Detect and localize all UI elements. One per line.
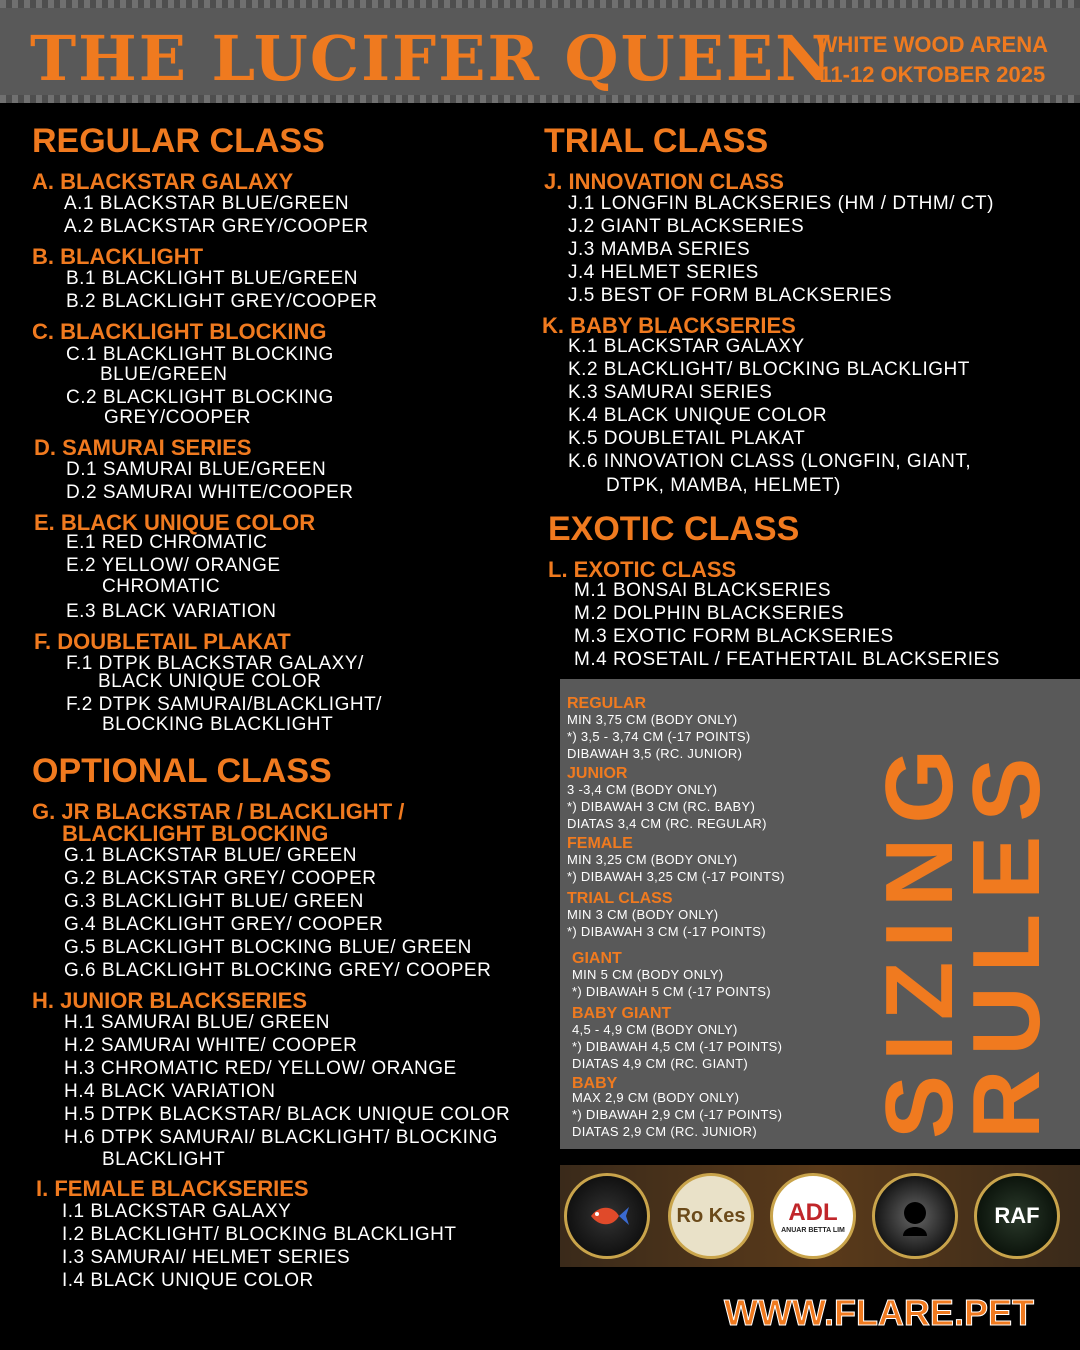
class-item: E.2 YELLOW/ ORANGE [66, 555, 281, 576]
class-item: H.5 DTPK BLACKSTAR/ BLACK UNIQUE COLOR [64, 1104, 511, 1125]
class-item: I.2 BLACKLIGHT/ BLOCKING BLACKLIGHT [62, 1224, 457, 1245]
rules-word: RULES [953, 743, 1060, 1139]
class-item: BLACK UNIQUE COLOR [98, 671, 322, 692]
trial-class-title: TRIAL CLASS [544, 122, 769, 160]
class-item: K.5 DOUBLETAIL PLAKAT [568, 428, 806, 449]
logo-3-sub: ANUAR BETTA LIM [781, 1226, 845, 1234]
group-l-label: L. EXOTIC CLASS [548, 557, 737, 582]
class-item: BLACKLIGHT [102, 1149, 226, 1170]
class-item: J.4 HELMET SERIES [568, 262, 759, 283]
rule-line: *) DIBAWAH 3 CM (RC. BABY) [567, 799, 756, 814]
class-item: K.2 BLACKLIGHT/ BLOCKING BLACKLIGHT [568, 359, 970, 380]
class-item: I.4 BLACK UNIQUE COLOR [62, 1270, 314, 1291]
group-d-label: D. SAMURAI SERIES [34, 435, 252, 460]
class-item: G.3 BLACKLIGHT BLUE/ GREEN [64, 891, 364, 912]
rule-line: DIATAS 3,4 CM (RC. REGULAR) [567, 816, 767, 831]
class-item: CHROMATIC [102, 576, 221, 597]
rule-line: MAX 2,9 CM (BODY ONLY) [572, 1090, 740, 1105]
class-item: E.3 BLACK VARIATION [66, 601, 277, 622]
class-item: B.1 BLACKLIGHT BLUE/GREEN [66, 268, 358, 289]
regular-class-title: REGULAR CLASS [32, 122, 325, 160]
rule-line: MIN 3,75 CM (BODY ONLY) [567, 712, 738, 727]
group-c-label: C. BLACKLIGHT BLOCKING [32, 319, 327, 344]
class-item: K.1 BLACKSTAR GALAXY [568, 336, 805, 357]
group-b-label: B. BLACKLIGHT [32, 244, 204, 269]
group-j-label: J. INNOVATION CLASS [544, 169, 784, 194]
class-item: F.2 DTPK SAMURAI/BLACKLIGHT/ [66, 694, 382, 715]
class-item: I.1 BLACKSTAR GALAXY [62, 1201, 292, 1222]
venue-info [817, 30, 1048, 90]
venue-name: WHITE WOOD ARENA [816, 32, 1048, 57]
rule-line: 4,5 - 4,9 CM (BODY ONLY) [572, 1022, 738, 1037]
class-item: J.5 BEST OF FORM BLACKSERIES [568, 285, 893, 306]
rule-line: MIN 5 CM (BODY ONLY) [572, 967, 724, 982]
class-item: H.1 SAMURAI BLUE/ GREEN [64, 1012, 330, 1033]
sponsor-logos-strip [560, 1165, 1080, 1267]
class-item: DTPK, MAMBA, HELMET) [606, 475, 841, 496]
class-item: D.1 SAMURAI BLUE/GREEN [66, 459, 327, 480]
rule-heading: BABY GIANT [572, 1005, 672, 1022]
class-item: G.1 BLACKSTAR BLUE/ GREEN [64, 845, 358, 866]
class-item: K.4 BLACK UNIQUE COLOR [568, 405, 828, 426]
class-item: D.2 SAMURAI WHITE/COOPER [66, 482, 354, 503]
rule-heading: TRIAL CLASS [567, 890, 673, 907]
group-f-label: F. DOUBLETAIL PLAKAT [34, 629, 291, 654]
class-item: G.2 BLACKSTAR GREY/ COOPER [64, 868, 377, 889]
class-item: G.4 BLACKLIGHT GREY/ COOPER [64, 914, 384, 935]
rule-heading: REGULAR [567, 695, 647, 712]
betta-fish-icon [585, 1201, 629, 1231]
rule-line: *) DIBAWAH 3 CM (-17 POINTS) [567, 924, 766, 939]
group-e-label: E. BLACK UNIQUE COLOR [34, 510, 316, 535]
rule-heading: BABY [572, 1075, 618, 1092]
class-item: C.2 BLACKLIGHT BLOCKING [66, 387, 334, 408]
rule-line: *) 3,5 - 3,74 CM (-17 POINTS) [567, 729, 751, 744]
sponsor-logo-1 [564, 1173, 650, 1259]
ornament-border-bottom [0, 95, 1080, 103]
rule-line: MIN 3 CM (BODY ONLY) [567, 907, 719, 922]
class-item: J.3 MAMBA SERIES [568, 239, 751, 260]
class-item: J.2 GIANT BLACKSERIES [568, 216, 805, 237]
sponsor-logo-3 [770, 1173, 856, 1259]
class-item: G.5 BLACKLIGHT BLOCKING BLUE/ GREEN [64, 937, 472, 958]
rule-heading: GIANT [572, 950, 622, 967]
event-title: THE LUCIFER QUEEN [30, 22, 834, 95]
rule-line: *) DIBAWAH 4,5 CM (-17 POINTS) [572, 1039, 783, 1054]
sizing-rules-panel [560, 679, 1080, 1149]
class-item: A.1 BLACKSTAR BLUE/GREEN [64, 193, 350, 214]
class-item: C.1 BLACKLIGHT BLOCKING [66, 344, 334, 365]
sponsor-logo-4 [872, 1173, 958, 1259]
group-a-label: A. BLACKSTAR GALAXY [32, 169, 294, 194]
optional-class-title: OPTIONAL CLASS [32, 752, 332, 790]
rule-line: DIATAS 4,9 CM (RC. GIANT) [572, 1056, 749, 1071]
sponsor-logo-5: RAF [974, 1173, 1060, 1259]
class-item: F.1 DTPK BLACKSTAR GALAXY/ [66, 653, 364, 674]
class-item: H.2 SAMURAI WHITE/ COOPER [64, 1035, 358, 1056]
group-i-label: I. FEMALE BLACKSERIES [36, 1176, 309, 1201]
rule-heading: FEMALE [567, 835, 633, 852]
rule-line: DIATAS 2,9 CM (RC. JUNIOR) [572, 1124, 757, 1139]
header-banner [0, 0, 1080, 103]
ornament-border-top [0, 0, 1080, 8]
class-item: GREY/COOPER [104, 407, 251, 428]
class-item: J.1 LONGFIN BLACKSERIES (HM / DTHM/ CT) [568, 193, 994, 214]
exotic-class-title: EXOTIC CLASS [548, 510, 800, 548]
rule-line: MIN 3,25 CM (BODY ONLY) [567, 852, 738, 867]
class-item: H.3 CHROMATIC RED/ YELLOW/ ORANGE [64, 1058, 457, 1079]
group-g-label-cont: BLACKLIGHT BLOCKING [62, 821, 329, 846]
silhouette-head-icon [895, 1196, 935, 1236]
class-item: M.2 DOLPHIN BLACKSERIES [574, 603, 845, 624]
class-item: H.6 DTPK SAMURAI/ BLACKLIGHT/ BLOCKING [64, 1127, 498, 1148]
class-item: B.2 BLACKLIGHT GREY/COOPER [66, 291, 378, 312]
class-item: M.4 ROSETAIL / FEATHERTAIL BLACKSERIES [574, 649, 1000, 670]
rule-heading: JUNIOR [567, 765, 628, 782]
class-item: M.1 BONSAI BLACKSERIES [574, 580, 832, 601]
class-item: BLUE/GREEN [100, 364, 228, 385]
class-item: K.3 SAMURAI SERIES [568, 382, 773, 403]
rule-line: *) DIBAWAH 2,9 CM (-17 POINTS) [572, 1107, 783, 1122]
class-item: K.6 INNOVATION CLASS (LONGFIN, GIANT, [568, 451, 972, 472]
sponsor-logo-2: Ro Kes [668, 1173, 754, 1259]
class-item: BLOCKING BLACKLIGHT [102, 714, 334, 735]
group-g-label: G. JR BLACKSTAR / BLACKLIGHT / [32, 799, 405, 824]
website-url[interactable]: WWW.FLARE.PET [724, 1292, 1034, 1333]
logo-3-mark: ADL [788, 1198, 838, 1226]
group-k-label: K. BABY BLACKSERIES [542, 313, 796, 338]
event-date: 11-12 OKTOBER 2025 [819, 62, 1046, 87]
class-item: G.6 BLACKLIGHT BLOCKING GREY/ COOPER [64, 960, 492, 981]
rule-line: 3 -3,4 CM (BODY ONLY) [567, 782, 718, 797]
group-h-label: H. JUNIOR BLACKSERIES [32, 988, 308, 1013]
class-item: A.2 BLACKSTAR GREY/COOPER [64, 216, 369, 237]
class-item: H.4 BLACK VARIATION [64, 1081, 276, 1102]
class-item: M.3 EXOTIC FORM BLACKSERIES [574, 626, 894, 647]
sizing-word: SIZING [866, 734, 973, 1139]
rule-line: *) DIBAWAH 5 CM (-17 POINTS) [572, 984, 771, 999]
class-item: E.1 RED CHROMATIC [66, 532, 268, 553]
rule-line: *) DIBAWAH 3,25 CM (-17 POINTS) [567, 869, 785, 884]
rule-line: DIBAWAH 3,5 (RC. JUNIOR) [567, 746, 743, 761]
class-item: I.3 SAMURAI/ HELMET SERIES [62, 1247, 351, 1268]
